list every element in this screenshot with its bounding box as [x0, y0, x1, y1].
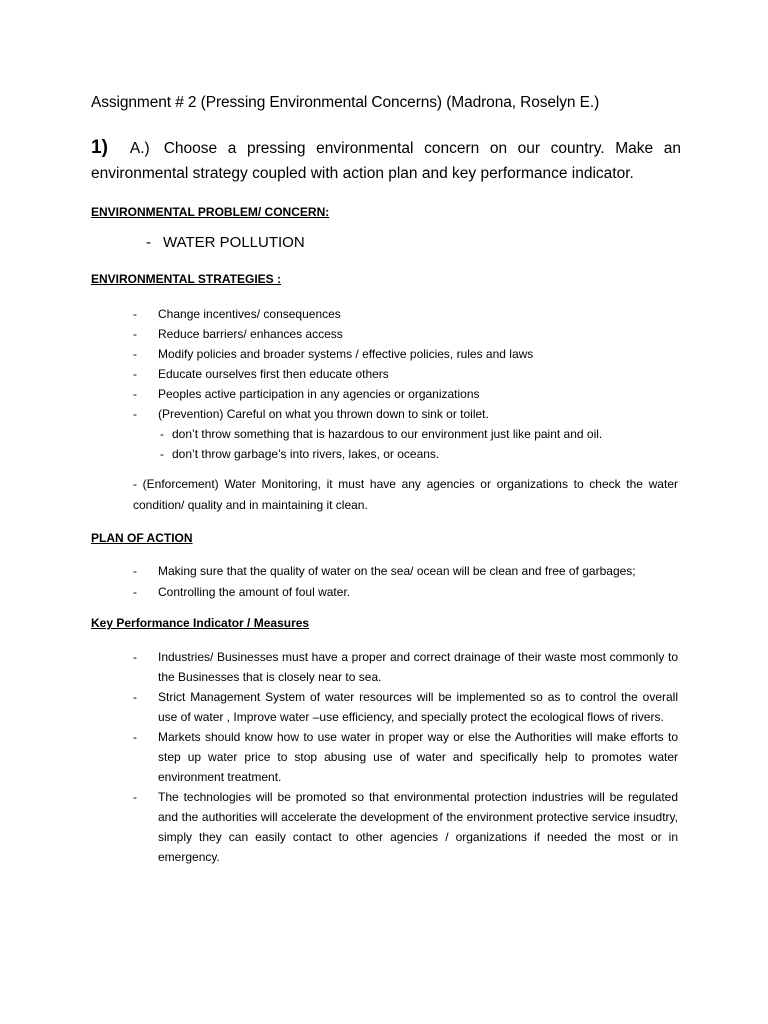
strategies-list: [133, 304, 602, 464]
list-dash: -: [133, 347, 137, 361]
strategy-text: Peoples active participation in any agencies or organizations: [158, 387, 480, 401]
concern-dash: -: [146, 234, 151, 251]
list-item: [133, 582, 636, 603]
plan-heading: PLAN OF ACTION: [91, 531, 193, 545]
list-dash: -: [133, 307, 137, 321]
prevention-sublist: [158, 424, 602, 464]
list-item: [133, 404, 602, 464]
concern-item: [146, 234, 305, 251]
list-dash: -: [133, 387, 137, 401]
list-item: [133, 561, 636, 582]
strategies-heading: ENVIRONMENTAL STRATEGIES :: [91, 272, 282, 286]
kpi-text: Strict Management System of water resources will be implemented so as to control the overall use of water , Improve water –use efficiency, and specially protect the ecological flows of rivers.: [158, 690, 678, 724]
list-item: [133, 364, 602, 384]
sub-list-item: [158, 424, 602, 444]
strategy-text: (Prevention) Careful on what you thrown down to sink or toilet.: [158, 407, 489, 421]
plan-list: [133, 561, 636, 603]
sub-text: don’t throw something that is hazardous to our environment just like paint and oil.: [172, 427, 603, 441]
question-paragraph: [91, 135, 681, 186]
sub-dash: -: [160, 427, 164, 441]
strategy-text: Modify policies and broader systems / effective policies, rules and laws: [158, 347, 534, 361]
kpi-text: Industries/ Businesses must have a proper and correct drainage of their waste most commonly to the Businesses that is closely near to sea.: [158, 650, 678, 684]
strategy-text: Change incentives/ consequences: [158, 307, 341, 321]
kpi-text: The technologies will be promoted so that environmental protection industries will be regulated and the authorities will accelerate the development of the environment protective service insudtry, simply they can easily contact to other agencies / organizations if needed the most or in emergency.: [158, 790, 678, 864]
list-dash: -: [133, 585, 137, 599]
strategy-text: Educate ourselves first then educate others: [158, 367, 389, 381]
list-item: [133, 344, 602, 364]
question-number: 1): [91, 137, 108, 158]
enforcement-paragraph: - (Enforcement) Water Monitoring, it must have any agencies or organizations to check the water condition/ quality and in maintaining it clean.: [133, 477, 678, 512]
plan-text: Controlling the amount of foul water.: [158, 585, 351, 599]
plan-text: Making sure that the quality of water on the sea/ ocean will be clean and free of garbages;: [158, 564, 636, 578]
list-item: [133, 727, 678, 787]
list-item: [133, 304, 602, 324]
list-dash: -: [133, 790, 137, 804]
kpi-text: Markets should know how to use water in proper way or else the Authorities will make efforts to step up water price to stop abusing use of water and specifically help to promotes water environment treatment.: [158, 730, 678, 784]
list-item: [133, 647, 678, 687]
list-item: [133, 687, 678, 727]
list-dash: -: [133, 690, 137, 704]
list-dash: -: [133, 650, 137, 664]
question-text: Choose a pressing environmental concern on our country. Make an environmental strategy coupled with action plan and key performance indicator.: [91, 140, 681, 182]
concern-heading: ENVIRONMENTAL PROBLEM/ CONCERN:: [91, 205, 330, 219]
list-item: [133, 384, 602, 404]
kpi-heading: Key Performance Indicator / Measures: [91, 616, 310, 630]
concern-text: WATER POLLUTION: [163, 234, 305, 251]
list-dash: -: [133, 564, 137, 578]
list-dash: -: [133, 407, 137, 421]
document-title: Assignment # 2 (Pressing Environmental Concerns) (Madrona, Roselyn E.): [91, 94, 600, 111]
list-item: [133, 787, 678, 867]
list-dash: -: [133, 327, 137, 341]
sub-list-item: [158, 444, 602, 464]
sub-dash: -: [160, 447, 164, 461]
list-dash: -: [133, 730, 137, 744]
kpi-list: [133, 647, 678, 867]
list-item: [133, 324, 602, 344]
question-letter: A.): [129, 140, 150, 157]
strategy-text: Reduce barriers/ enhances access: [158, 327, 343, 341]
list-dash: -: [133, 367, 137, 381]
sub-text: don’t throw garbage’s into rivers, lakes, or oceans.: [172, 447, 440, 461]
